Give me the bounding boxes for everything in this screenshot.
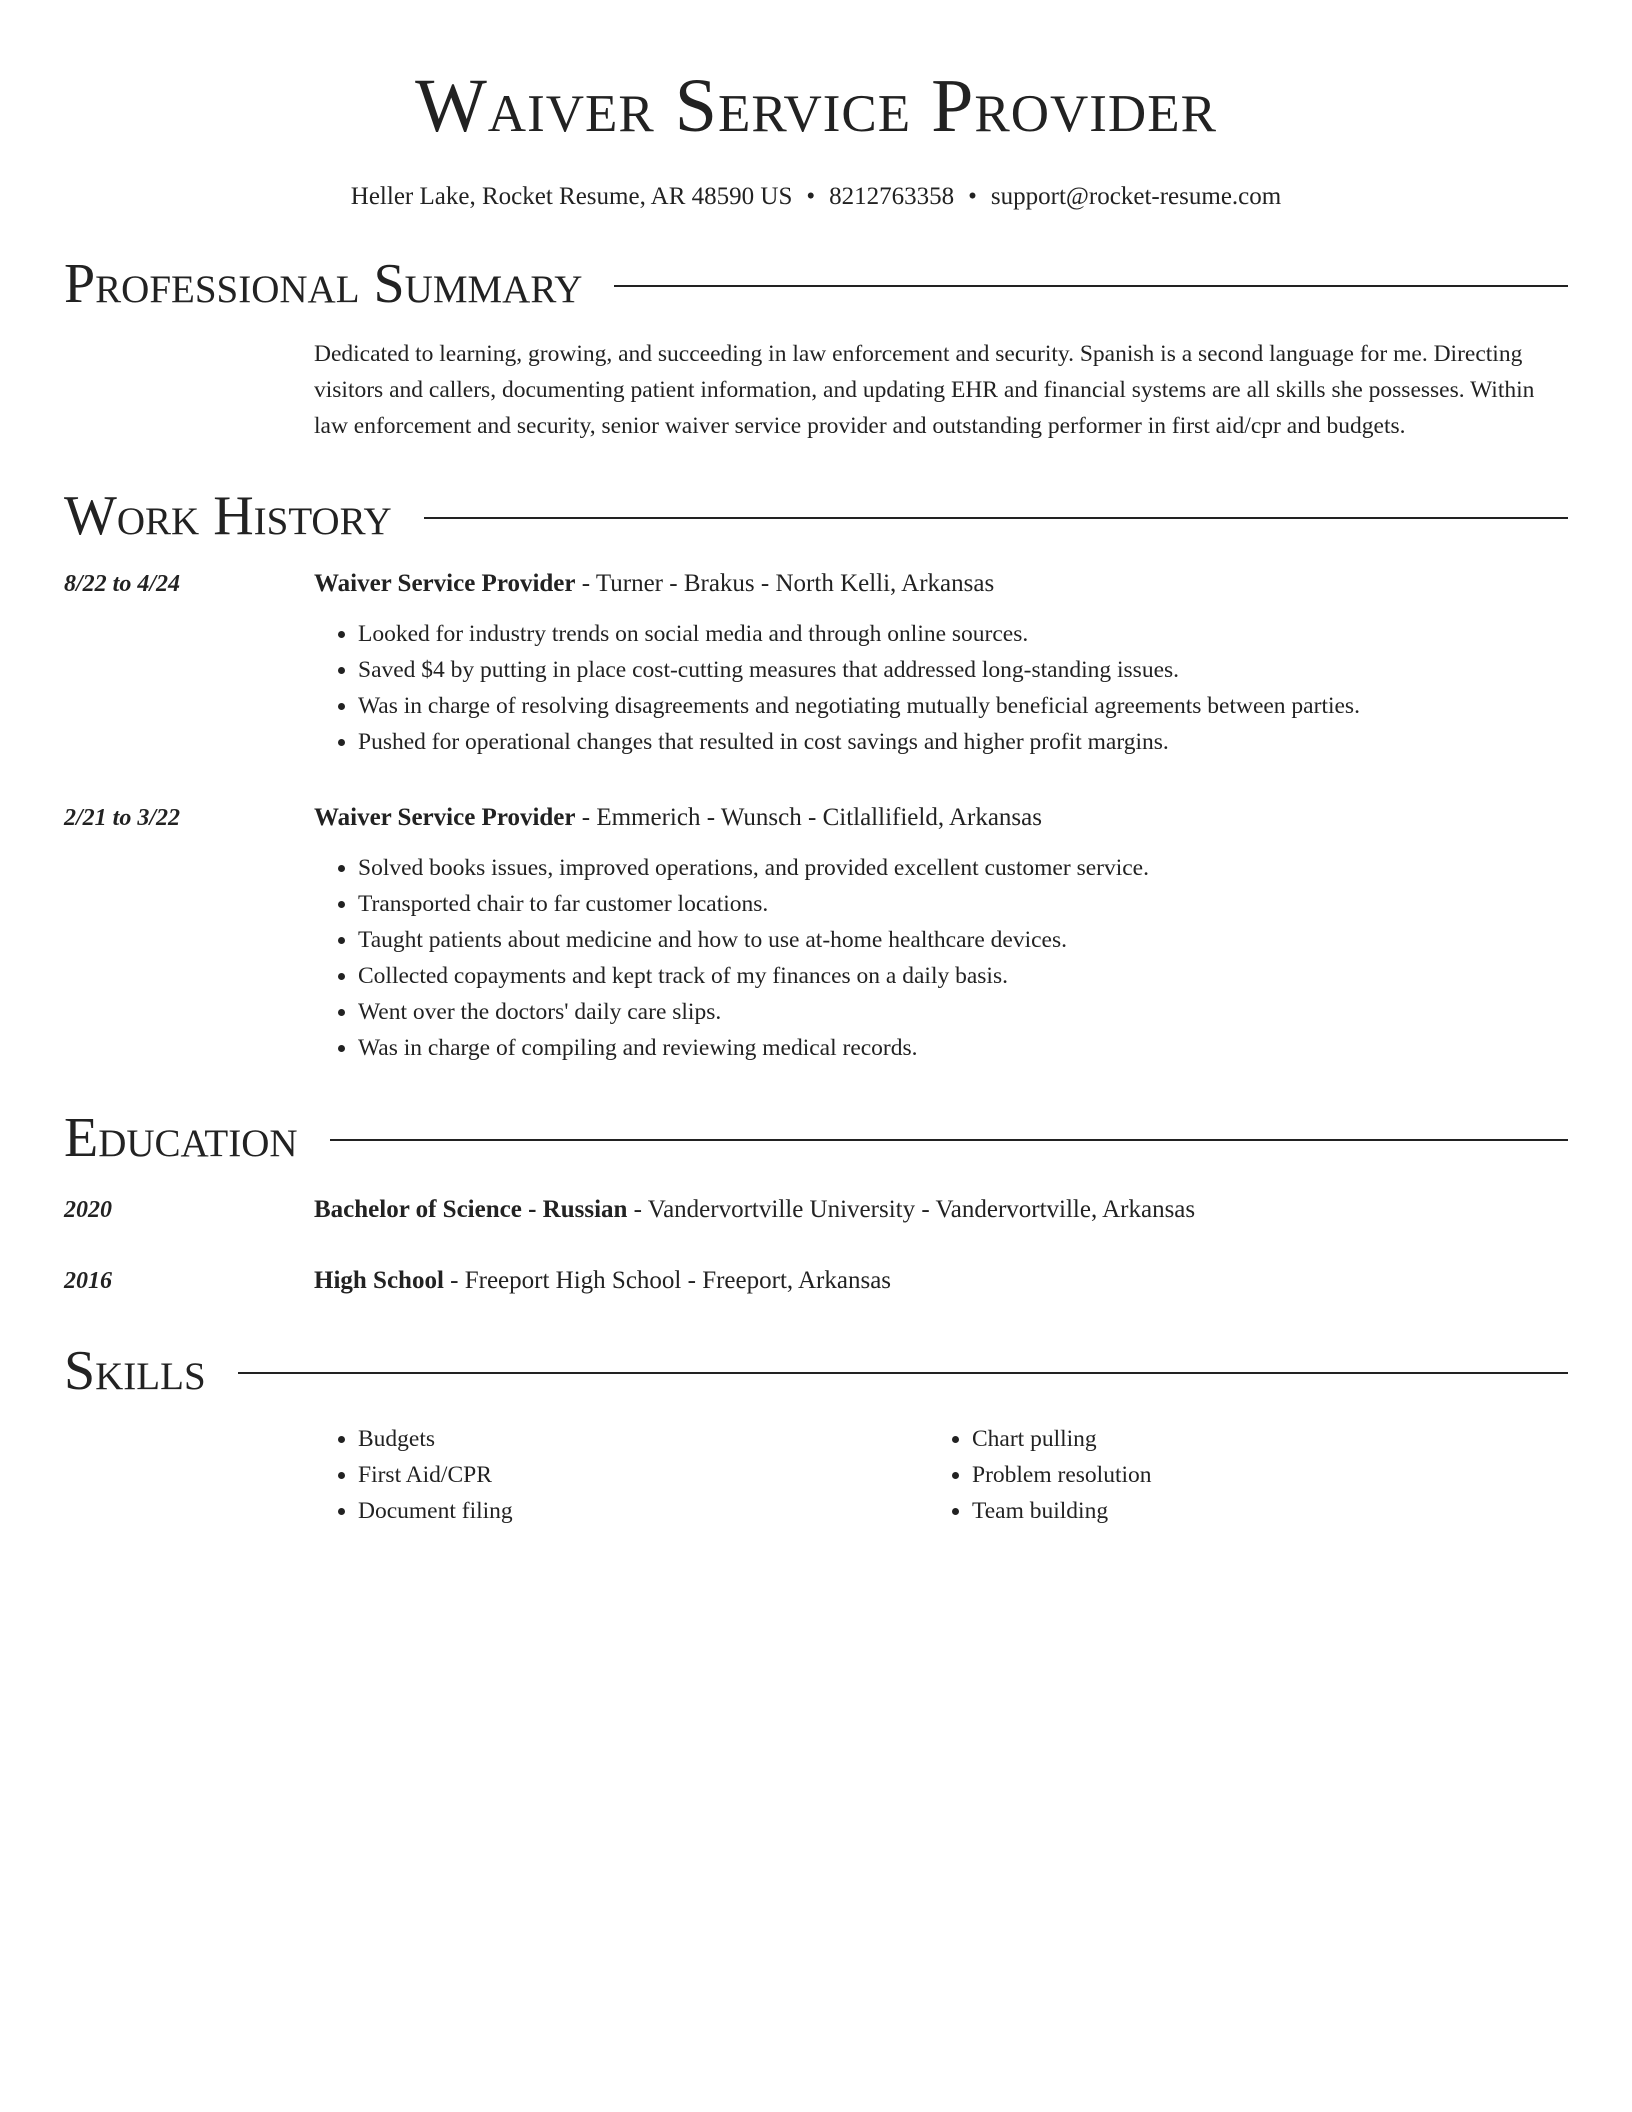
job-bullet: • Transported chair to far customer locations. (358, 886, 1568, 922)
skill-item: • First Aid/CPR (358, 1457, 928, 1493)
section-header-skills (64, 1340, 1568, 1402)
section-title-education: Education (64, 1107, 298, 1169)
education-degree: Bachelor of Science - Russian (314, 1196, 628, 1223)
education-body (314, 1263, 1568, 1299)
job-bullets (314, 850, 1568, 1066)
job-employer: - Turner - Brakus - North Kelli, Arkansas (575, 570, 995, 597)
job-body (314, 800, 1568, 1066)
job-entry (64, 566, 1568, 760)
section-title-skills: Skills (64, 1340, 206, 1402)
education-body (314, 1192, 1568, 1228)
job-entry (64, 800, 1568, 1066)
education-list (64, 1192, 1568, 1299)
skills-grid (314, 1421, 1568, 1529)
job-bullet: • Was in charge of resolving disagreements and negotiating mutually beneficial agreements between parties. (358, 688, 1568, 724)
job-bullet: • Solved books issues, improved operations, and provided excellent customer service. (358, 850, 1568, 886)
contact-separator: • (968, 183, 977, 210)
job-dates: 2/21 to 3/22 (64, 805, 181, 831)
education-title-line (314, 1263, 1568, 1299)
job-bullet: • Was in charge of compiling and reviewing medical records. (358, 1030, 1568, 1066)
contact-phone: 8212763358 (829, 183, 955, 210)
education-entry (64, 1263, 1568, 1299)
education-entry (64, 1192, 1568, 1228)
job-title-line (314, 566, 1568, 602)
education-school: - Vandervortville University - Vandervortville, Arkansas (627, 1196, 1196, 1223)
job-bullet: • Pushed for operational changes that resulted in cost savings and higher profit margins. (358, 724, 1568, 760)
job-bullet: • Collected copayments and kept track of my finances on a daily basis. (358, 958, 1568, 994)
section-divider (330, 1139, 1568, 1141)
education-school: - Freeport High School - Freeport, Arkansas (443, 1267, 892, 1294)
job-employer: - Emmerich - Wunsch - Citlallifield, Arkansas (575, 804, 1042, 831)
section-header-education (64, 1107, 1568, 1169)
skill-item: • Problem resolution (972, 1457, 1472, 1493)
section-divider (424, 517, 1568, 519)
education-title-line (314, 1192, 1568, 1228)
job-body (314, 566, 1568, 760)
work-history-list (64, 566, 1568, 1066)
job-bullet: • Went over the doctors' daily care slips. (358, 994, 1568, 1030)
skills-column-right (928, 1421, 1472, 1529)
education-degree: High School (314, 1267, 444, 1294)
skill-item: • Team building (972, 1493, 1472, 1529)
candidate-name: Waiver Service Provider (415, 64, 1217, 148)
job-title-line (314, 800, 1568, 836)
skill-item: • Chart pulling (972, 1421, 1472, 1457)
education-year: 2016 (64, 1268, 112, 1294)
job-bullet: • Saved $4 by putting in place cost-cutting measures that addressed long-standing issues. (358, 652, 1568, 688)
skill-item: • Budgets (358, 1421, 928, 1457)
section-title-work-history: Work History (64, 485, 392, 547)
contact-separator: • (806, 183, 816, 210)
skills-column-left (314, 1421, 928, 1529)
education-year: 2020 (64, 1197, 112, 1223)
contact-line (64, 182, 1568, 212)
job-title: Waiver Service Provider (314, 570, 576, 597)
job-bullet: • Taught patients about medicine and how to use at-home healthcare devices. (358, 922, 1568, 958)
section-header-summary (64, 253, 1568, 315)
section-divider (238, 1372, 1568, 1374)
section-divider (614, 285, 1568, 287)
contact-email: support@rocket-resume.com (990, 183, 1282, 210)
contact-address: Heller Lake, Rocket Resume, AR 48590 US (350, 183, 793, 210)
job-dates: 8/22 to 4/24 (64, 571, 181, 597)
summary-text: Dedicated to learning, growing, and succeeding in law enforcement and security. Spanish is a second language for me. Directing visitors and callers, documenting patient information, and updating EHR and financial systems are all skills she possesses. Within law enforcement and security, senior waiver service provider and outstanding performer in first aid/cpr and budgets. (314, 341, 1535, 439)
job-bullet: • Looked for industry trends on social media and through online sources. (358, 616, 1568, 652)
section-title-summary: Professional Summary (64, 253, 583, 315)
skill-item: • Document filing (358, 1493, 928, 1529)
job-bullets (314, 616, 1568, 760)
section-header-work-history (64, 485, 1568, 547)
job-title: Waiver Service Provider (314, 804, 576, 831)
